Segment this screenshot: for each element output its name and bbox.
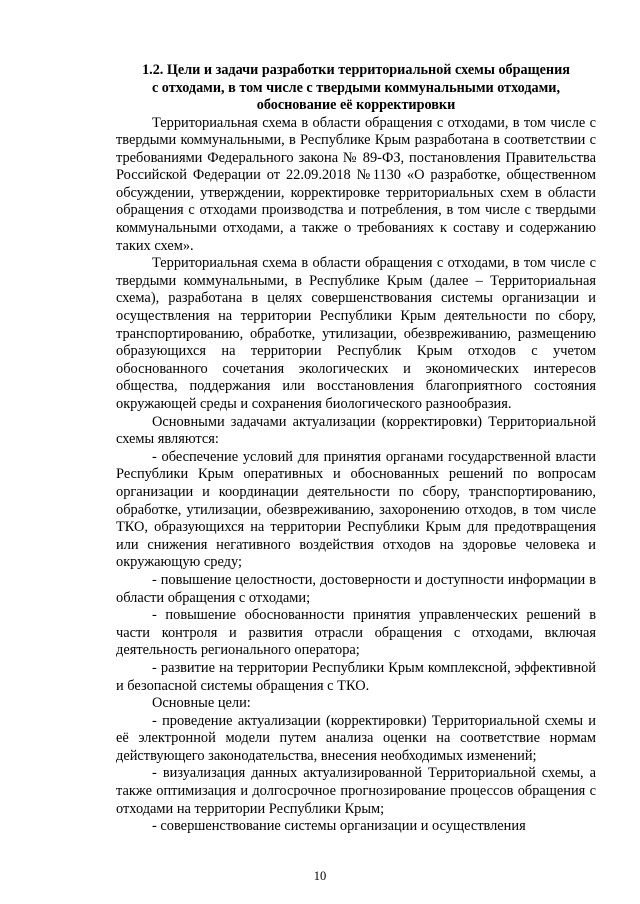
- heading-line: обоснование её корректировки: [256, 97, 456, 113]
- body-text: [116, 115, 596, 836]
- paragraph-purpose: Территориальная схема в области обращения с отходами, в том числе с твердыми коммунальными, в Республике Крым (далее – Территориальная схема), разработана в целях совершенствования системы организации и осуществления на территории Республики Крым деятельности по сбору, транспортированию, обработке, утилизации, обезвреживанию, размещению образующихся на территории Республик Крым отходов с учетом обоснованного сочетания экологических и экономических интересов общества, поддержания или восстановления благоприятного состояния окружающей среды и сохранения биологического разнообразия.: [116, 255, 596, 412]
- document-page: [116, 62, 596, 836]
- heading-line: 1.2. Цели и задачи разработки территориальной схемы обращения: [142, 62, 570, 78]
- section-heading: [116, 62, 596, 115]
- list-item-task: - развитие на территории Республики Крым комплексной, эффективной и безопасной системы обращения с ТКО.: [116, 659, 596, 694]
- list-item-goal: - проведение актуализации (корректировки) Территориальной схемы и её электронной модели путем анализа оценки на соответствие нормам действующего законодательства, внесения необходимых изменений;: [116, 712, 596, 764]
- paragraph-tasks-intro: Основными задачами актуализации (корректировки) Территориальной схемы являются:: [116, 413, 596, 448]
- list-item-task: - повышение обоснованности принятия управленческих решений в части контроля и развития отрасли обращения с отходами, включая деятельность регионального оператора;: [116, 607, 596, 659]
- paragraph-goals-intro: Основные цели:: [152, 695, 251, 712]
- paragraph-intro: Территориальная схема в области обращения с отходами, в том числе с твердыми коммунальными, в Республике Крым разработана в соответствии с требованиями Федерального закона № 89-ФЗ, постановления Правительства Российской Федерации от 22.09.2018 №1130 «О разработке, общественном обсуждении, утверждении, корректировке территориальных схем в области обращения с отходами производства и потребления, в том числе с твердыми коммунальными отходами, а также о требованиях к составу и содержанию таких схем».: [116, 114, 596, 254]
- page-number: 10: [313, 869, 327, 883]
- list-item-task: - повышение целостности, достоверности и доступности информации в области обращения с отходами;: [116, 571, 596, 606]
- list-item-goal: - совершенствование системы организации и осуществления: [152, 818, 526, 835]
- list-item-task: - обеспечение условий для принятия органами государственной власти Республики Крым оперативных и обоснованных решений по вопросам организации и координации деятельности по сбору, транспортированию, обработке, утилизации, обезвреживанию, захоронению отходов, в том числе ТКО, образующихся на территории Республики Крым для предотвращения или снижения негативного воздействия отходов на здоровье человека и окружающую среду;: [116, 448, 596, 571]
- heading-line: с отходами, в том числе с твердыми коммунальными отходами,: [151, 79, 561, 96]
- list-item-goal: - визуализация данных актуализированной Территориальной схемы, а также оптимизация и долгосрочное прогнозирование процессов обращения с отходами на территории Республики Крым;: [116, 765, 596, 817]
